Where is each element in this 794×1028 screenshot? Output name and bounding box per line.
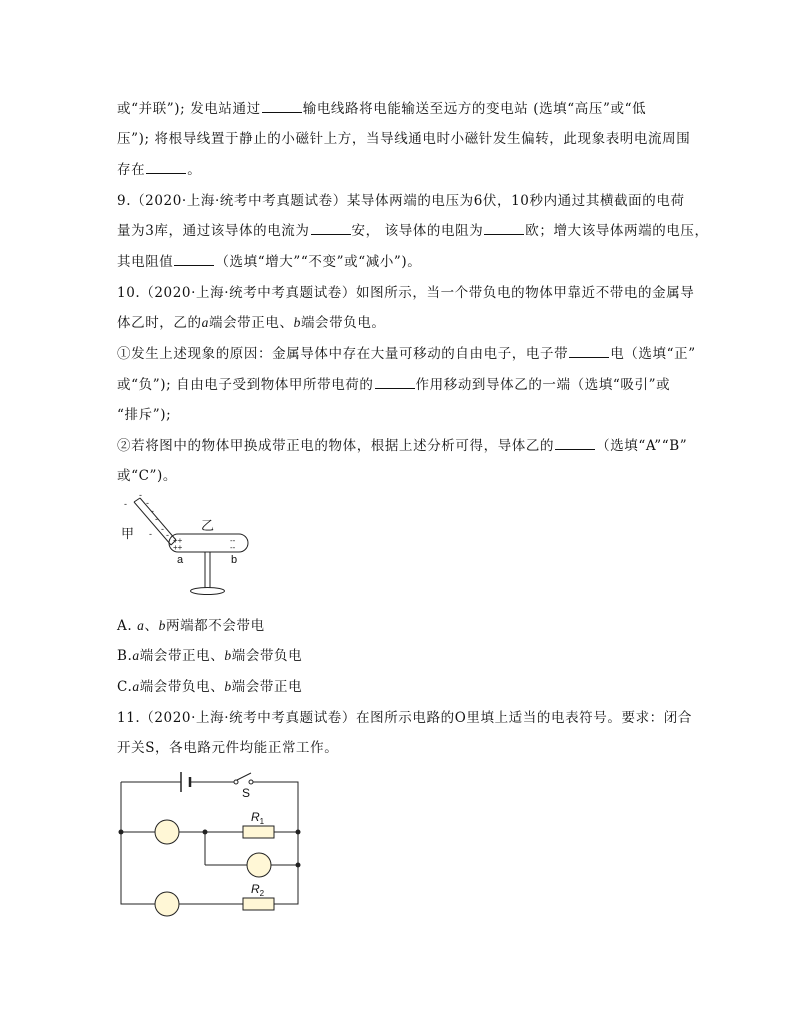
meter-circle-3[interactable] xyxy=(155,892,179,916)
q8-text: 。 xyxy=(187,162,202,178)
q8-line-1 xyxy=(117,100,646,118)
option-b[interactable] xyxy=(117,647,302,665)
answer-blank[interactable] xyxy=(375,376,415,389)
meter-circle-1[interactable] xyxy=(155,820,179,844)
label-b: b xyxy=(231,554,238,566)
q10-label-a: a xyxy=(201,315,209,330)
q8-line-2 xyxy=(117,130,690,148)
q10-sub1-line-3 xyxy=(117,406,171,424)
q11-text: 11.（2020·上海·统考中考真题试卷）在图所示电路的O里填上适当的电表符号。要求：闭合 xyxy=(117,710,692,726)
q11-circuit xyxy=(110,768,310,918)
option-letter: B. xyxy=(117,648,133,664)
answer-blank[interactable] xyxy=(569,345,609,358)
svg-text:-: - xyxy=(155,514,158,524)
q10-text: “排斥”); xyxy=(117,407,172,423)
q8-line-3 xyxy=(117,161,201,179)
q10-text: 端会带负电。 xyxy=(300,315,386,331)
answer-blank[interactable] xyxy=(174,253,214,266)
q9-text: 其电阻值 xyxy=(117,254,174,270)
q11-text: 开关S，各电路元件均能正常工作。 xyxy=(117,740,339,756)
outer-wire xyxy=(121,782,298,904)
option-text: a xyxy=(132,679,140,694)
conductor-plus-signs xyxy=(173,536,183,552)
q10-figure xyxy=(112,490,272,605)
option-letter: C. xyxy=(117,679,133,695)
q9-line-1 xyxy=(117,192,685,210)
q9-text: 9.（2020·上海·统考中考真题试卷）某导体两端的电压为6伏，10秒内通过其横截面的电荷 xyxy=(117,193,685,209)
switch-pivot xyxy=(234,780,238,784)
svg-text:-: - xyxy=(149,529,152,539)
svg-text:--: -- xyxy=(230,543,236,552)
option-text: a xyxy=(137,618,145,633)
option-text: b xyxy=(224,648,232,663)
svg-text:-: - xyxy=(139,490,142,500)
q10-line-2 xyxy=(117,314,386,332)
q10-sub1-line-1 xyxy=(117,345,696,363)
svg-text:-: - xyxy=(166,530,169,540)
option-text: 端会带负电 xyxy=(231,648,303,664)
q9-text: 安， 该导体的电阻为 xyxy=(351,223,484,239)
q10-label-b: b xyxy=(293,315,301,330)
meter-circle-2[interactable] xyxy=(247,853,271,877)
r1-label: $R_1$ xyxy=(251,810,265,826)
q10-text: 或“负”); 自由电子受到物体甲所带电荷的 xyxy=(117,377,374,393)
q10-text: （选填“A”“B” xyxy=(596,438,688,454)
switch-blade xyxy=(237,773,251,780)
option-text: 端会带正电、 xyxy=(139,648,225,664)
option-text: b xyxy=(158,618,166,633)
q8-text: 或“并联”); 发电站通过 xyxy=(117,101,261,117)
resistor-r2 xyxy=(243,898,274,910)
svg-text:-: - xyxy=(146,498,149,508)
option-text: 、 xyxy=(144,618,159,634)
svg-text:--: -- xyxy=(230,536,236,545)
label-a: a xyxy=(177,554,184,566)
answer-blank[interactable] xyxy=(555,437,595,450)
q11-line-1 xyxy=(117,709,692,727)
option-text: b xyxy=(224,679,232,694)
q9-line-3 xyxy=(117,253,421,271)
svg-text:-: - xyxy=(151,506,154,516)
answer-blank[interactable] xyxy=(311,222,351,235)
q10-text: 端会带正电、 xyxy=(208,315,294,331)
q9-line-2 xyxy=(117,222,709,240)
q10-text: ②若将图中的物体甲换成带正电的物体，根据上述分析可得，导体乙的 xyxy=(117,438,555,454)
q10-line-1 xyxy=(117,284,694,302)
switch-contact xyxy=(249,780,253,784)
answer-blank[interactable] xyxy=(146,161,186,174)
option-text: 端会带负电、 xyxy=(139,679,225,695)
q11-line-2 xyxy=(117,739,338,757)
label-yi: 乙 xyxy=(201,518,215,533)
q9-text: 量为3库，通过该导体的电流为 xyxy=(117,223,310,239)
conductor-minus-signs xyxy=(230,536,236,552)
q10-text: 或“C”)。 xyxy=(117,468,177,484)
switch-label: S xyxy=(242,786,251,800)
q9-text: 欧；增大该导体两端的电压， xyxy=(525,223,709,239)
q10-text: 体乙时，乙的 xyxy=(117,315,202,331)
svg-text:-: - xyxy=(161,524,164,534)
q10-text: 电（选填“正” xyxy=(610,346,696,362)
q10-text: 10.（2020·上海·统考中考真题试卷）如图所示，当一个带负电的物体甲靠近不带电的金属导 xyxy=(117,285,695,301)
q8-text: 存在 xyxy=(117,162,146,178)
label-jia: 甲 xyxy=(121,526,135,541)
q10-sub2-line-1 xyxy=(117,437,687,455)
svg-text:++: ++ xyxy=(173,543,183,552)
q8-text: 压”); 将根导线置于静止的小磁针上方，当导线通电时小磁针发生偏转，此现象表明电流周围 xyxy=(117,131,691,147)
svg-text:++: ++ xyxy=(173,536,183,545)
option-c[interactable] xyxy=(117,678,302,696)
q10-text: ①发生上述现象的原因：金属导体中存在大量可移动的自由电子，电子带 xyxy=(117,346,569,362)
answer-blank[interactable] xyxy=(484,222,524,235)
option-text: a xyxy=(132,648,140,663)
option-a[interactable] xyxy=(117,617,265,635)
q10-sub2-line-2 xyxy=(117,467,177,485)
answer-blank[interactable] xyxy=(262,100,302,113)
resistor-r1 xyxy=(243,826,274,838)
option-text: 两端都不会带电 xyxy=(165,618,265,634)
q9-text: （选填“增大”“不变”或“减小”)。 xyxy=(215,254,422,270)
q10-text: 作用移动到导体乙的一端（选填“吸引”或 xyxy=(415,377,671,393)
option-text: 端会带正电 xyxy=(231,679,303,695)
q10-sub1-line-2 xyxy=(117,376,670,394)
q8-text: 输电线路将电能输送至远方的变电站 (选填“高压”或“低 xyxy=(302,101,647,117)
option-letter: A. xyxy=(117,618,133,634)
svg-text:-: - xyxy=(124,499,127,509)
r2-label: $R_2$ xyxy=(251,882,265,898)
